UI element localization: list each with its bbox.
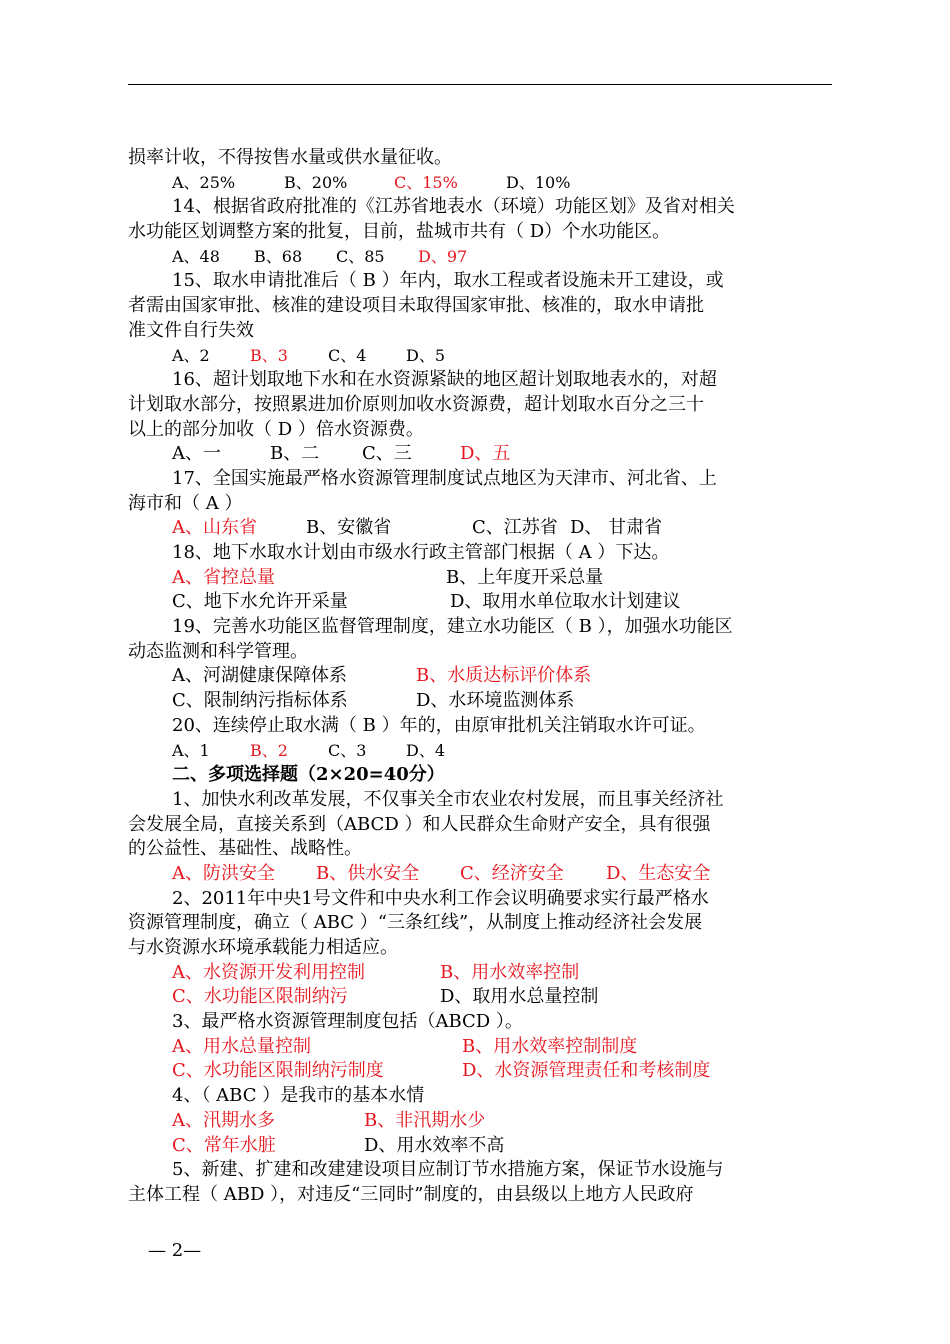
options-m4-ab	[128, 1109, 832, 1134]
option-b-answer: B、2	[250, 740, 288, 760]
option-a-answer: A、省控总量	[172, 566, 275, 588]
option-d: D、10%	[506, 172, 571, 192]
options-m3-cd	[128, 1059, 832, 1084]
options-q13	[128, 171, 832, 196]
text-line: 损率计收，不得按售水量或供水量征收。	[128, 147, 452, 168]
option-a: A、48	[172, 246, 220, 266]
question-m4: 4、（ ABC ）是我市的基本水情	[172, 1085, 425, 1107]
option-c-answer: C、常年水脏	[172, 1134, 276, 1156]
option-a: A、1	[172, 740, 210, 760]
question-19: 19、完善水功能区监督管理制度，建立水功能区（ B ），加强水功能区	[172, 616, 733, 638]
option-d: D、水环境监测体系	[416, 690, 575, 712]
question-16: 16、超计划取地下水和在水资源紧缺的地区超计划取地表水的，对超	[172, 369, 717, 391]
option-b-answer: B、供水安全	[316, 862, 420, 884]
options-m2-cd	[128, 985, 832, 1010]
option-b-answer: B、非汛期水少	[364, 1109, 486, 1131]
option-d: D、4	[406, 740, 446, 760]
header-rule	[128, 84, 832, 85]
option-c: C、85	[336, 246, 385, 266]
option-c: C、江苏省	[472, 517, 558, 539]
option-d: D、取用水总量控制	[440, 986, 599, 1008]
option-d-answer: D、97	[418, 246, 468, 266]
options-m3-ab	[128, 1035, 832, 1060]
option-a: A、河湖健康保障体系	[172, 665, 347, 687]
text-line: 计划取水部分，按照累进加价原则加收水资源费，超计划取水百分之三十	[128, 393, 704, 415]
option-a: A、25%	[172, 172, 236, 192]
option-b: B、20%	[284, 172, 348, 192]
text-line: 准文件自行失效	[128, 319, 254, 341]
option-b: B、二	[270, 443, 320, 465]
options-q18-ab	[128, 566, 832, 591]
text-line: 海市和（ A ）	[128, 492, 243, 514]
text-line: 与水资源水环境承载能力相适应。	[128, 937, 398, 958]
section-heading: 二、多项选择题（2×20=40分）	[172, 764, 445, 786]
option-b-answer: B、用水效率控制	[440, 961, 580, 983]
question-m3: 3、最严格水资源管理制度包括（ABCD ）。	[172, 1011, 523, 1033]
option-a: A、一	[172, 443, 221, 465]
text-line: 水功能区划调整方案的批复，目前，盐城市共有（ D）个水功能区。	[128, 221, 671, 243]
question-18: 18、地下水取水计划由市级水行政主管部门根据（ A ）下达。	[172, 542, 670, 563]
option-b-answer: B、用水效率控制制度	[462, 1035, 638, 1057]
option-d-answer: D、生态安全	[606, 862, 711, 884]
document-body	[128, 146, 832, 1208]
option-c-answer: C、15%	[394, 172, 458, 192]
options-m1	[128, 862, 832, 887]
option-d: D、5	[406, 345, 446, 365]
question-m1: 1、加快水利改革发展，不仅事关全市农业农村发展，而且事关经济社	[172, 788, 724, 810]
options-q14	[128, 245, 832, 270]
text-line: 会发展全局，直接关系到（ABCD ）和人民群众生命财产安全，具有很强	[128, 813, 711, 835]
option-d-answer: D、五	[460, 443, 511, 465]
options-q20	[128, 739, 832, 764]
option-d: D、用水效率不高	[364, 1134, 505, 1156]
options-q17	[128, 516, 832, 541]
option-a-answer: A、汛期水多	[172, 1109, 275, 1131]
option-a: A、2	[172, 345, 210, 365]
option-a-answer: A、山东省	[172, 517, 257, 539]
question-m2: 2、2011年中央1号文件和中央水利工作会议明确要求实行最严格水	[172, 887, 709, 909]
text-line: 动态监测和科学管理。	[128, 640, 308, 662]
question-m5: 5、新建、扩建和改建建设项目应制订节水措施方案，保证节水设施与	[172, 1159, 724, 1181]
option-b-answer: B、水质达标评价体系	[416, 665, 592, 687]
page-number: — 2—	[148, 1240, 202, 1261]
options-q19-ab	[128, 664, 832, 689]
options-q18-cd	[128, 590, 832, 615]
option-b: B、安徽省	[306, 517, 392, 539]
option-a-answer: A、防洪安全	[172, 862, 275, 884]
text-line: 的公益性、基础性、战略性。	[128, 838, 362, 860]
options-m4-cd	[128, 1134, 832, 1159]
option-d-answer: D、水资源管理责任和考核制度	[462, 1060, 711, 1082]
option-b: B、68	[254, 246, 303, 266]
question-15: 15、取水申请批准后（ B ）年内，取水工程或者设施未开工建设，或	[172, 270, 724, 292]
question-14: 14、根据省政府批准的《江苏省地表水（环境）功能区划》及省对相关	[172, 196, 735, 218]
text-line: 资源管理制度，确立（ ABC ）“三条红线”，从制度上推动经济社会发展	[128, 912, 703, 934]
option-c-answer: C、水功能区限制纳污	[172, 986, 348, 1008]
text-line: 以上的部分加收（ D ）倍水资源费。	[128, 418, 424, 440]
option-b: B、上年度开采总量	[446, 566, 604, 588]
option-d: D、取用水单位取水计划建议	[450, 591, 681, 613]
option-d: D、 甘肃省	[570, 517, 663, 539]
option-c: C、3	[328, 740, 367, 760]
text-line: 者需由国家审批、核准的建设项目未取得国家审批、核准的，取水申请批	[128, 295, 704, 317]
option-c: C、4	[328, 345, 367, 365]
options-q19-cd	[128, 689, 832, 714]
text-line: 主体工程（ ABD ），对违反“三同时”制度的，由县级以上地方人民政府	[128, 1183, 694, 1205]
question-17: 17、全国实施最严格水资源管理制度试点地区为天津市、河北省、上	[172, 467, 717, 489]
option-c: C、地下水允许开采量	[172, 591, 348, 613]
option-a-answer: A、用水总量控制	[172, 1035, 311, 1057]
option-c: C、限制纳污指标体系	[172, 690, 348, 712]
options-m2-ab	[128, 961, 832, 986]
question-20: 20、连续停止取水满（ B ）年的，由原审批机关注销取水许可证。	[172, 714, 706, 736]
options-q15	[128, 344, 832, 369]
option-c: C、三	[362, 443, 412, 465]
options-q16	[128, 442, 832, 467]
option-c-answer: C、水功能区限制纳污制度	[172, 1060, 384, 1082]
option-b-answer: B、3	[250, 345, 288, 365]
option-c-answer: C、经济安全	[460, 862, 564, 884]
option-a-answer: A、水资源开发利用控制	[172, 961, 365, 983]
